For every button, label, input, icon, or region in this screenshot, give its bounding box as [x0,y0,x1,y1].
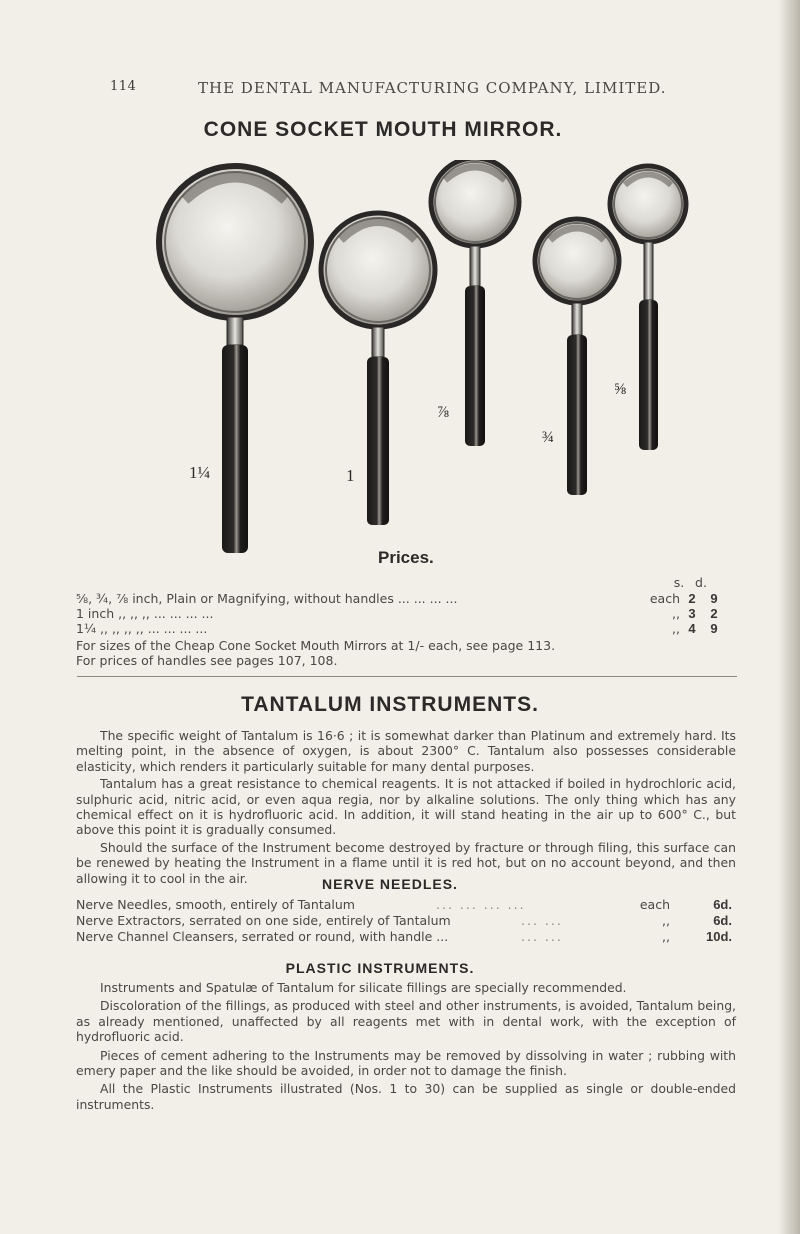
price-row-unit: ,, [672,621,680,636]
price-row-desc: ⅝, ¾, ⅞ inch, Plain or Magnifying, without handles ... ... ... ... [76,591,458,606]
nerve-needle-row [76,913,736,929]
mirror-note-cheap: For sizes of the Cheap Cone Socket Mouth Mirrors at 1/- each, see page 113. [76,638,556,653]
leader-dots: ... ... [521,929,563,944]
mirror-1-1-4-inch [159,166,311,553]
nerve-needle-price: 6d. [713,913,732,928]
price-row-desc: 1¼ ,, ,, ,, ,, ... ... ... ... [76,621,208,636]
nerve-needle-desc: Nerve Channel Cleansers, serrated or round, with handle ... [76,929,449,944]
label-1: 1 [346,466,355,485]
mouth-mirrors-illustration [145,160,705,560]
leader-dots: ... ... [521,913,563,928]
tantalum-intro [76,728,736,886]
price-row-shillings: 2 [688,591,696,606]
nerve-needle-unit: ,, [662,929,670,944]
mirror-section-title: CONE SOCKET MOUTH MIRROR. [203,118,563,141]
price-row-unit: each [649,591,680,606]
price-row [76,621,736,637]
prices-heading: Prices. [378,548,434,567]
price-row-pence: 9 [710,591,718,606]
mirror-4-3-4-inch [535,219,619,495]
price-row [76,606,736,622]
shillings-header: s. [673,575,685,590]
plastic-paragraph: Discoloration of the fillings, as produced with steel and other instruments, is avoided, Tantalum being, as already mentioned, unaffected by all reagents met with in dental work, with the exception of hydrofluoric acid. [76,998,736,1045]
nerve-needle-row [76,897,736,913]
label-3-4: ¾ [542,429,554,446]
leader-dots: ... ... ... ... [436,897,526,912]
nerve-needles-heading: NERVE NEEDLES. [322,876,458,892]
nerve-needle-row [76,929,736,945]
price-row-shillings: 3 [688,606,696,621]
nerve-needle-price: 6d. [713,897,732,912]
price-row-desc: 1 inch ,, ,, ,, ... ... ... ... [76,606,214,621]
price-row-pence: 2 [710,606,718,621]
price-row-unit: ,, [672,606,680,621]
section-divider [77,676,737,677]
tantalum-paragraph: The specific weight of Tantalum is 16·6 ; it is somewhat darker than Platinum and extremely hard. Its melting point, in the absence of oxygen, is about 2300° C. Tantalum also possesses considerable elasticity, which renders it particularly suitable for many dental purposes. [76,728,736,774]
tantalum-paragraph: Should the surface of the Instrument become destroyed by fracture or through filing, this surface can be renewed by heating the Instrument in a flame until it is red hot, but on no account beyond, and then allowing it to cool in the air. [76,839,736,886]
nerve-needle-unit: each [639,897,670,912]
price-row-shillings: 4 [688,621,696,636]
page-number: 114 [110,79,137,94]
plastic-paragraph: Pieces of cement adhering to the Instruments may be removed by dissolving in water ; rubbing with emery paper and the like should be avoided, in order not to damage the finish. [76,1047,736,1079]
mirror-note-handles: For prices of handles see pages 107, 108. [76,653,338,668]
running-head: THE DENTAL MANUFACTURING COMPANY, LIMITED. [198,79,667,97]
label-5-8: ⅝ [614,381,626,398]
mirror-5-5-8-inch [610,166,686,450]
plastic-paragraph: All the Plastic Instruments illustrated (Nos. 1 to 30) can be supplied as single or double-ended instruments. [76,1081,736,1112]
nerve-needle-desc: Nerve Extractors, serrated on one side, entirely of Tantalum [76,913,451,928]
plastic-instruments-heading: PLASTIC INSTRUMENTS. [285,960,475,976]
nerve-needle-price: 10d. [705,929,732,944]
mirror-2-1-inch [321,213,435,525]
plastic-paragraph: Instruments and Spatulæ of Tantalum for silicate fillings are specially recommended. [100,980,627,995]
pence-header: d. [695,575,707,590]
tantalum-paragraph: Tantalum has a great resistance to chemical reagents. It is not attacked if boiled in hydrochloric acid, sulphuric acid, nitric acid, or even aqua regia, nor by alkaline solutions. The only thing which has any chemical effect on it is hydrofluoric acid. In addition, it will stand heating in the air up to 600° C., but above this point it is gradually consumed. [76,776,736,838]
nerve-needle-desc: Nerve Needles, smooth, entirely of Tantalum [76,897,355,912]
page-header [110,79,670,101]
price-row-pence: 9 [710,621,718,636]
plastic-instruments-text [76,980,736,1112]
currency-header [668,575,728,590]
label-7-8: ⅞ [437,404,449,421]
price-row [76,591,736,607]
tantalum-section-title: TANTALUM INSTRUMENTS. [241,693,539,716]
label-1-1-4: 1¼ [189,463,211,482]
nerve-needle-unit: ,, [662,913,670,928]
page-edge-shadow [778,0,800,1234]
